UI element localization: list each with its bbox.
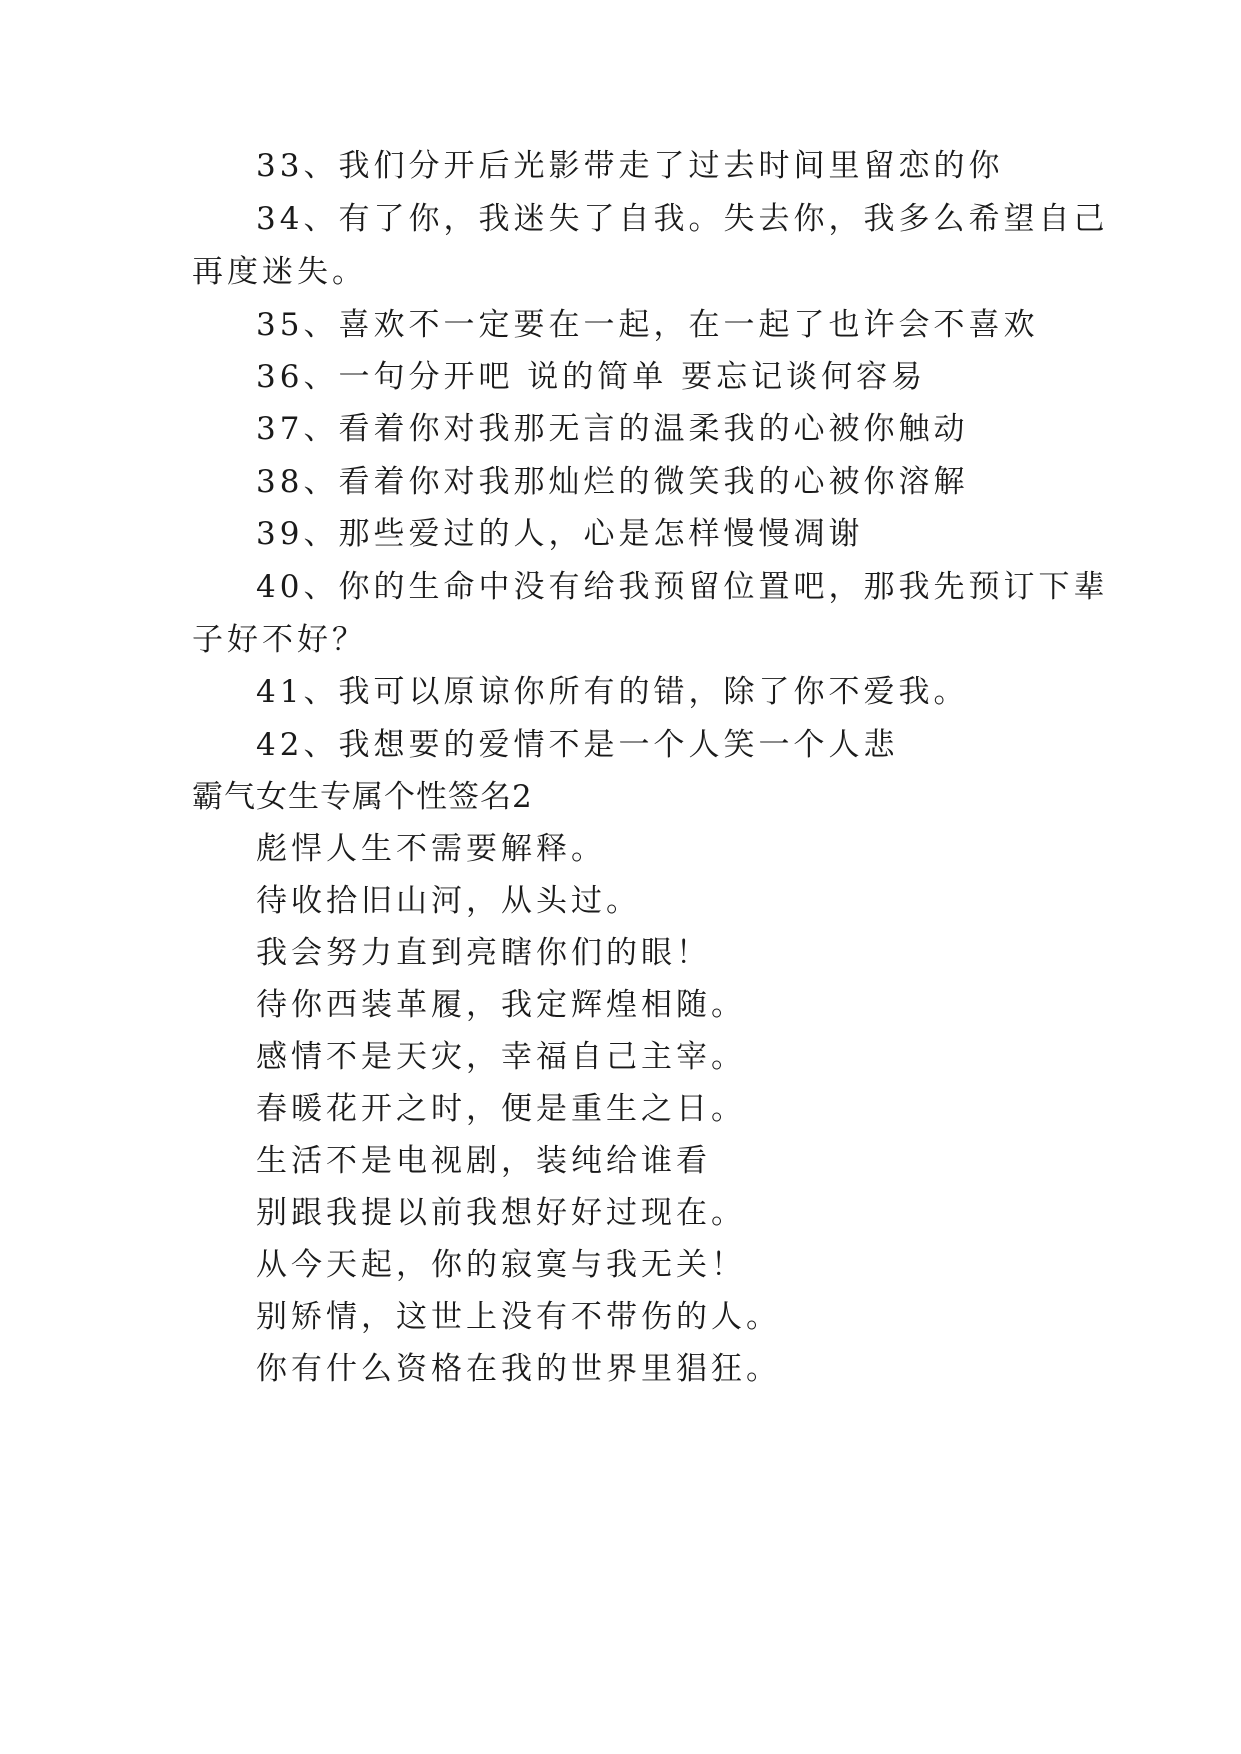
signature-line: 待你西装革履，我定辉煌相随。 [256,987,746,1023]
item-text: 、一句分开吧 说的简单 要忘记谈何容易 [303,359,927,395]
item-number: 41 [256,674,304,710]
item-text: 、那些爱过的人，心是怎样慢慢凋谢 [303,516,864,552]
item-number: 36 [256,359,304,395]
item-text: 、看着你对我那无言的温柔我的心被你触动 [303,411,969,447]
list-item-36 [256,357,926,397]
list-item-33 [256,146,1003,186]
signature-line: 生活不是电视剧，装纯给谁看 [256,1143,711,1179]
item-number: 40 [256,569,304,605]
item-number: 38 [256,464,304,500]
signature-line: 彪悍人生不需要解释。 [256,831,606,867]
item-text: 、我们分开后光影带走了过去时间里留恋的你 [303,148,1004,184]
item-text: 、我想要的爱情不是一个人笑一个人悲 [303,727,899,763]
list-item-42 [256,725,898,765]
signature-line: 别跟我提以前我想好好过现在。 [256,1195,746,1231]
list-item-34-continuation: 再度迷失。 [192,254,367,290]
list-item-34 [256,199,1108,239]
list-item-38 [256,462,968,502]
item-number: 39 [256,516,304,552]
item-number: 42 [256,727,304,763]
signature-line: 你有什么资格在我的世界里猖狂。 [256,1351,781,1387]
list-item-41 [256,672,968,712]
section-heading: 霸气女生专属个性签名2 [192,779,533,815]
signature-line: 从今天起，你的寂寞与我无关！ [256,1247,746,1283]
item-text: 、喜欢不一定要在一起，在一起了也许会不喜欢 [303,307,1039,343]
list-item-39 [256,514,863,554]
item-number: 34 [256,201,304,237]
item-text: 、有了你，我迷失了自我。失去你，我多么希望自己 [303,201,1109,237]
signature-line: 待收拾旧山河，从头过。 [256,883,641,919]
item-number: 35 [256,307,304,343]
signature-line: 我会努力直到亮瞎你们的眼！ [256,935,711,971]
signature-line: 春暖花开之时，便是重生之日。 [256,1091,746,1127]
signature-line: 感情不是天灾，幸福自己主宰。 [256,1039,746,1075]
item-number: 37 [256,411,304,447]
item-text: 、你的生命中没有给我预留位置吧，那我先预订下辈 [303,569,1109,605]
item-text: 、看着你对我那灿烂的微笑我的心被你溶解 [303,464,969,500]
signature-line: 别矫情，这世上没有不带伤的人。 [256,1299,781,1335]
list-item-40 [256,567,1108,607]
list-item-40-continuation: 子好不好？ [192,622,367,658]
item-number: 33 [256,148,304,184]
list-item-35 [256,305,1038,345]
item-text: 、我可以原谅你所有的错，除了你不爱我。 [303,674,969,710]
list-item-37 [256,409,968,449]
